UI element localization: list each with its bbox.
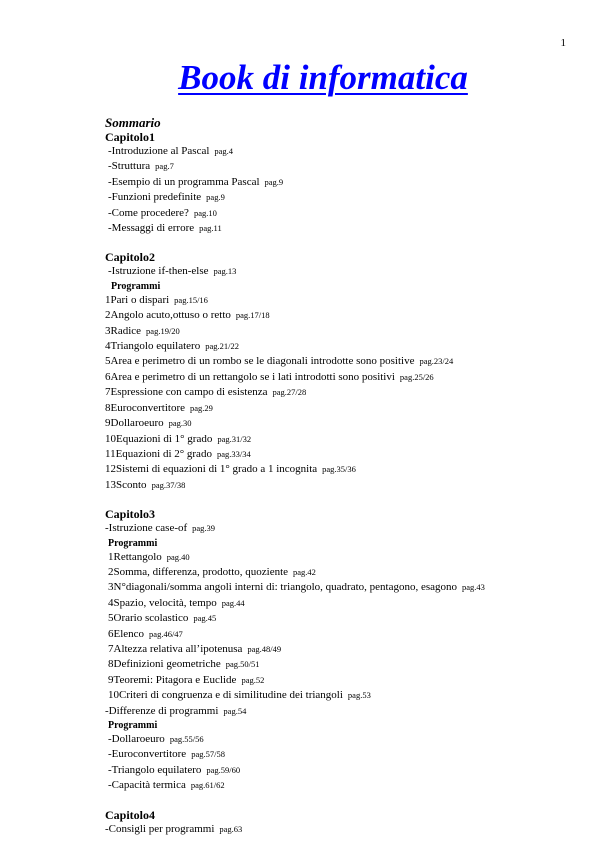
entry-page: pag.55/56 xyxy=(169,734,204,744)
toc-entry xyxy=(105,432,575,447)
toc-entry xyxy=(105,521,575,536)
toc-entry xyxy=(105,580,575,595)
toc-entry xyxy=(105,550,575,565)
entry-page: pag.27/28 xyxy=(272,387,307,398)
entry-page: pag.29 xyxy=(190,402,213,413)
entry-text: -Messaggi di errore xyxy=(108,222,195,235)
entry-text: -Dollaroeuro xyxy=(108,733,165,745)
entry-page: pag.48/49 xyxy=(247,643,282,654)
entry-text: -Esempio di un programma Pascal xyxy=(108,175,260,188)
entry-text: 3N°diagonali/somma angoli interni di: triangolo, quadrato, pentagono, esagono xyxy=(108,581,457,594)
entry-text: 8Euroconvertitore xyxy=(105,401,186,414)
toc-entry xyxy=(105,370,575,385)
toc-entry xyxy=(105,339,575,354)
table-of-contents xyxy=(105,115,575,837)
entry-page: pag.30 xyxy=(168,418,192,429)
toc-entry xyxy=(105,144,575,159)
entry-page: pag.9 xyxy=(206,192,225,203)
toc-entry xyxy=(105,763,575,778)
toc-entry xyxy=(105,190,575,205)
entry-page: pag.31/32 xyxy=(217,433,252,444)
entry-text: -Euroconvertitore xyxy=(108,748,187,761)
entry-page: pag.44 xyxy=(221,597,245,608)
entry-page: pag.63 xyxy=(219,823,243,834)
chapter-title: Capitolo2 xyxy=(105,250,156,265)
entry-text: 10Criteri di congruenza e di similitudine dei triangoli xyxy=(108,689,343,702)
toc-entry xyxy=(105,657,575,672)
toc-entry xyxy=(105,264,575,279)
toc-entry xyxy=(105,688,575,703)
entry-text: -Consigli per programmi xyxy=(105,822,215,835)
entry-text: 7Espressione con campo di esistenza xyxy=(105,386,268,399)
entry-text: 4Triangolo equilatero xyxy=(105,340,201,353)
toc-entry xyxy=(105,462,575,477)
entry-page: pag.23/24 xyxy=(419,356,454,367)
entry-text: 12Sistemi di equazioni di 1° grado a 1 incognita xyxy=(105,463,318,476)
entry-text: 1Rettangolo xyxy=(108,550,162,563)
entry-page: pag.57/58 xyxy=(191,749,225,760)
entry-page: pag.4 xyxy=(214,146,234,156)
entry-page: pag.25/26 xyxy=(399,371,434,382)
entry-page: pag.43 xyxy=(462,582,485,593)
toc-entry xyxy=(105,206,575,221)
entry-page: pag.35/36 xyxy=(322,464,356,475)
toc-entry xyxy=(105,416,575,431)
chapter-title: Capitolo3 xyxy=(105,507,156,522)
entry-text: -Istruzione if-then-else xyxy=(108,265,209,278)
toc-entry xyxy=(105,175,575,190)
entry-text: 5Orario scolastico xyxy=(108,612,189,625)
toc-entry xyxy=(105,596,575,611)
toc-entry xyxy=(105,611,575,626)
entry-text: 3Radice xyxy=(105,324,142,337)
toc-entry xyxy=(105,159,575,174)
entry-page: pag.9 xyxy=(264,176,284,187)
entry-page: pag.42 xyxy=(293,566,316,577)
entry-text: -Struttura xyxy=(108,160,151,173)
entry-text: 9Dollaroeuro xyxy=(105,417,164,430)
entry-text: -Istruzione case-of xyxy=(105,522,188,535)
entry-page: pag.45 xyxy=(193,613,217,624)
entry-page: pag.7 xyxy=(155,161,174,172)
entry-page: pag.54 xyxy=(223,705,247,716)
summary-heading: Sommario xyxy=(105,115,161,130)
entry-text: 10Equazioni di 1° grado xyxy=(105,432,213,445)
entry-page: pag.61/62 xyxy=(190,780,225,791)
page-number: 1 xyxy=(560,37,566,49)
toc-entry xyxy=(105,308,575,323)
toc-entry xyxy=(105,673,575,688)
entry-page: pag.37/38 xyxy=(151,479,186,490)
programs-subheading: Programmi xyxy=(108,537,158,549)
toc-entry xyxy=(105,704,575,719)
programs-subheading: Programmi xyxy=(108,720,158,731)
entry-page: pag.46/47 xyxy=(149,628,183,639)
toc-entry xyxy=(105,778,575,793)
entry-text: 5Area e perimetro di un rombo se le diagonali introdotte sono positive xyxy=(105,355,415,368)
toc-entry xyxy=(105,642,575,657)
toc-entry xyxy=(105,221,575,236)
entry-text: 13Sconto xyxy=(105,478,147,491)
entry-text: -Triangolo equilatero xyxy=(108,763,202,776)
entry-text: 6Area e perimetro di un rettangolo se i lati introdotti sono positivi xyxy=(105,370,395,383)
entry-page: pag.52 xyxy=(241,674,265,685)
entry-page: pag.40 xyxy=(166,551,190,562)
toc-entry xyxy=(105,447,575,462)
entry-page: pag.19/20 xyxy=(146,325,180,336)
toc-entry xyxy=(105,627,575,642)
entry-text: 8Definizioni geometriche xyxy=(108,658,221,671)
entry-text: -Funzioni predefinite xyxy=(108,191,202,204)
entry-page: pag.11 xyxy=(199,223,222,234)
chapter-title: Capitolo1 xyxy=(105,130,156,144)
entry-page: pag.50/51 xyxy=(225,659,260,670)
entry-page: pag.10 xyxy=(193,207,217,218)
entry-text: -Differenze di programmi xyxy=(105,704,219,717)
toc-entry xyxy=(105,565,575,580)
entry-page: pag.53 xyxy=(347,690,371,701)
entry-page: pag.21/22 xyxy=(205,341,239,352)
toc-entry xyxy=(105,747,575,762)
entry-page: pag.17/18 xyxy=(235,310,270,321)
toc-entry xyxy=(105,732,575,747)
entry-text: 9Teoremi: Pitagora e Euclide xyxy=(108,673,237,686)
entry-page: pag.13 xyxy=(213,266,237,277)
programs-subheading: Programmi xyxy=(111,280,161,292)
entry-page: pag.33/34 xyxy=(216,448,251,459)
toc-entry xyxy=(105,354,575,369)
entry-page: pag.59/60 xyxy=(206,764,241,775)
entry-text: -Capacità termica xyxy=(108,779,186,792)
toc-entry xyxy=(105,324,575,339)
chapter-title: Capitolo4 xyxy=(105,807,156,822)
entry-text: -Come procedere? xyxy=(108,206,189,219)
toc-entry xyxy=(105,385,575,400)
entry-text: 6Elenco xyxy=(108,627,145,640)
entry-text: -Introduzione al Pascal xyxy=(108,145,210,157)
toc-entry xyxy=(105,478,575,493)
toc-entry xyxy=(105,293,575,308)
entry-text: 1Pari o dispari xyxy=(105,293,170,306)
entry-text: 2Somma, differenza, prodotto, quoziente xyxy=(108,565,289,578)
entry-text: 4Spazio, velocità, tempo xyxy=(108,596,217,609)
entry-text: 7Altezza relativa all’ipotenusa xyxy=(108,642,243,655)
entry-text: 2Angolo acuto,ottuso o retto xyxy=(105,309,231,322)
entry-page: pag.39 xyxy=(192,523,216,534)
document-title: Book di informatica xyxy=(178,58,468,97)
toc-entry xyxy=(105,401,575,416)
entry-text: 11Equazioni di 2° grado xyxy=(105,447,212,460)
entry-page: pag.15/16 xyxy=(174,294,208,305)
toc-entry xyxy=(105,822,575,837)
